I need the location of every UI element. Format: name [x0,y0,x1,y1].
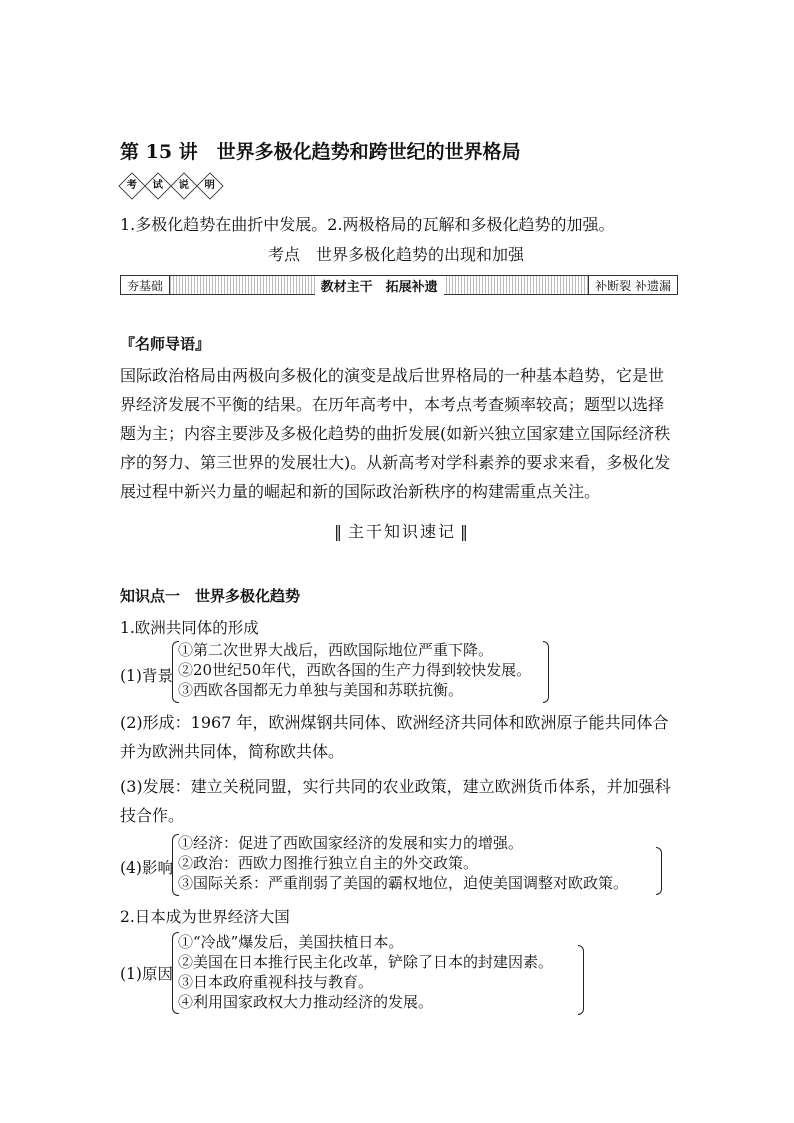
bar-left: 夯基础 [121,276,170,294]
zhugan-heading: ‖ 主干知识速记 ‖ [330,519,474,542]
s1-title: 1.欧洲共同体的形成 [120,619,259,637]
s2-title: 2.日本成为世界经济大国 [120,908,290,926]
kaodian-heading: 考点 世界多极化趋势的出现和加强 [268,245,525,264]
right-brace [578,945,584,1015]
exam-description: 1.多极化趋势在曲折中发展。2.两极格局的瓦解和多极化趋势的加强。 [120,215,615,234]
yingxiang-label: (4)影响 [120,859,173,877]
badge-char: 说 [178,179,190,192]
mingshi-text: 国际政治格局由两极向多极化的演变是战后世界格局的一种基本趋势，它是世界经济发展不平衡的结果。在历年高考中，本考点考查频率较高；题型以选择题为主；内容主要涉及多极化趋势的曲折发展(如新兴独立国家建立国际经济秩序的努力、第三世界的发展壮大)。从新高考对学科素养的要求来看，多极化发展过程中新兴力量的崛起和新的国际政治新秩序的构建需重点关注。 [120,366,671,501]
bar-right: 补断裂 补遗漏 [588,276,677,294]
beijing-item: ③西欧各国都无力单独与美国和苏联抗衡。 [178,681,464,699]
yingxiang-item: ②政治：西欧力图推行独立自主的外交政策。 [178,854,479,872]
yingxiang-item: ③国际关系：严重削弱了美国的霸权地位，迫使美国调整对欧政策。 [178,874,629,892]
right-brace [543,641,549,703]
yuanyin-item: ①“冷战”爆发后，美国扶植日本。 [178,933,404,951]
beijing-label: (1)背景 [120,667,173,685]
beijing-item: ②20世纪50年代，西欧各国的生产力得到较快发展。 [178,661,532,679]
mingshi-title: 『名师导语』 [120,335,211,353]
right-brace [656,847,662,895]
yingxiang-item: ①经济：促进了西欧国家经济的发展和实力的增强。 [178,834,524,852]
badge-char: 明 [204,179,216,192]
kp1-title: 知识点一 世界多极化趋势 [120,587,301,605]
section-bar [120,275,678,295]
beijing-item: ①第二次世界大战后，西欧国际地位严重下降。 [178,641,494,659]
badge-char: 考 [126,179,138,192]
yuanyin-item: ②美国在日本推行民主化改革，铲除了日本的封建因素。 [178,953,554,971]
bar-center: 教材主干 拓展补遗 [315,276,444,295]
xingcheng-text: (2)形成：1967 年，欧洲煤钢共同体、欧洲经济共同体和欧洲原子能共同体合并为欧洲共同体，简称欧共体。 [120,713,669,761]
lesson-title: 第 15 讲 世界多极化趋势和跨世纪的世界格局 [120,141,521,163]
badge-char: 试 [152,179,164,192]
yuanyin-label: (1)原因 [120,965,173,983]
yuanyin-item: ③日本政府重视科技与教育。 [178,973,374,991]
fazhan-text: (3)发展：建立关税同盟，实行共同的农业政策，建立欧洲货币体系，并加强科技合作。 [120,777,671,825]
exam-badge [120,174,224,198]
yuanyin-item: ④利用国家政权大力推动经济的发展。 [178,993,434,1011]
